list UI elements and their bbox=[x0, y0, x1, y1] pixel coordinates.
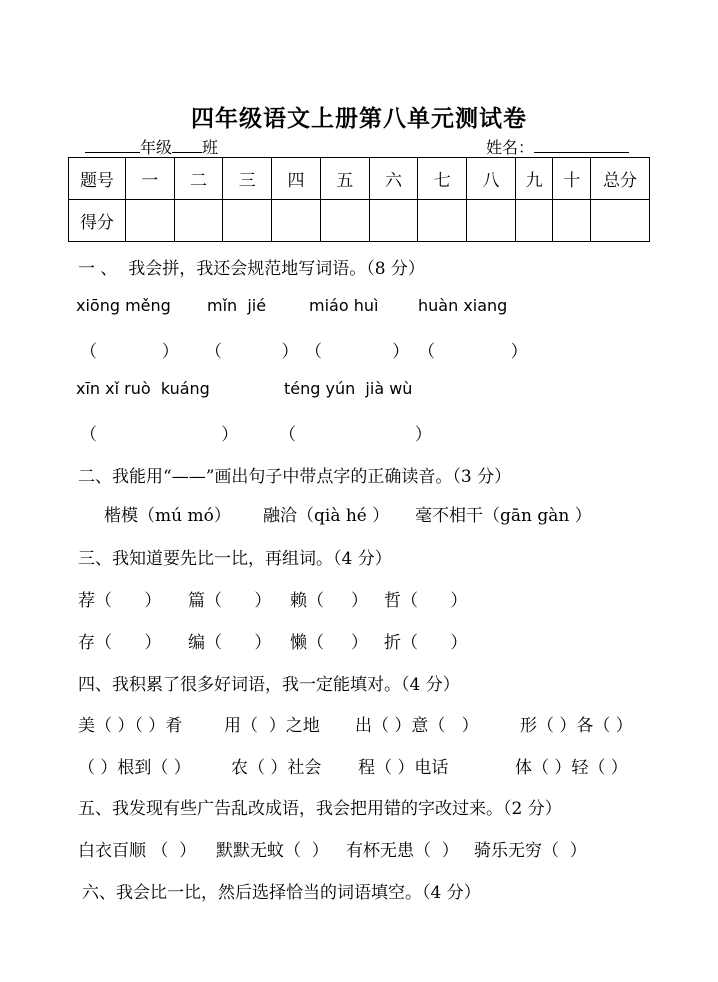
score-table-score-row bbox=[69, 200, 650, 242]
score-input-cell[interactable] bbox=[467, 200, 516, 242]
q4-heading: 四、我积累了很多好词语，我一定能填对。（4 分） bbox=[78, 675, 460, 695]
class-blank[interactable] bbox=[172, 137, 202, 153]
name-blank[interactable] bbox=[534, 137, 629, 153]
grade-blank[interactable] bbox=[85, 137, 140, 153]
score-input-cell[interactable] bbox=[553, 200, 591, 242]
q4-item[interactable]: 出（ ）意（ ） bbox=[355, 716, 479, 736]
q5-heading: 五、我发现有些广告乱改成语，我会把用错的字改过来。（2 分） bbox=[78, 799, 562, 819]
table-cell: 题号 bbox=[69, 158, 126, 200]
q4-item[interactable]: 形（ ）各（ ） bbox=[520, 716, 633, 736]
table-cell: 七 bbox=[418, 158, 467, 200]
q4-item[interactable]: 体（ ）轻（ ） bbox=[515, 758, 628, 778]
score-input-cell[interactable] bbox=[369, 200, 418, 242]
class-label: 班 bbox=[202, 138, 219, 157]
q2-item: 融洽（qià hé ） bbox=[263, 506, 390, 526]
q2-item: 毫不相干（gān gàn ） bbox=[415, 506, 592, 526]
grade-class-line bbox=[85, 135, 218, 158]
table-cell: 一 bbox=[125, 158, 174, 200]
table-cell: 二 bbox=[174, 158, 223, 200]
score-input-cell[interactable] bbox=[591, 200, 650, 242]
name-label: 姓名： bbox=[486, 138, 535, 157]
q5-item[interactable]: 骑乐无穷（ ） bbox=[474, 841, 587, 861]
score-input-cell[interactable] bbox=[125, 200, 174, 242]
answer-blank[interactable]: （ ） bbox=[279, 425, 432, 445]
q6-heading: 六、我会比一比，然后选择恰当的词语填空。（4 分） bbox=[82, 883, 481, 903]
grade-label: 年级 bbox=[140, 138, 173, 157]
q5-item[interactable]: 白衣百顺 （ ） bbox=[78, 841, 197, 861]
q4-item[interactable]: 程（ ）电话 bbox=[358, 758, 449, 778]
q1-heading: 一 、 我会拼，我还会规范地写词语。（8 分） bbox=[78, 259, 425, 279]
pinyin: téng yún jià wù bbox=[284, 379, 413, 398]
score-input-cell[interactable] bbox=[320, 200, 369, 242]
table-cell: 九 bbox=[515, 158, 553, 200]
table-cell: 六 bbox=[369, 158, 418, 200]
score-table bbox=[68, 157, 650, 242]
page-title: 四年级语文上册第八单元测试卷 bbox=[191, 105, 527, 132]
answer-blank[interactable]: （ ） bbox=[305, 342, 410, 362]
q3-item[interactable]: 懒（ ） bbox=[290, 633, 369, 653]
table-cell: 八 bbox=[467, 158, 516, 200]
table-cell: 总分 bbox=[591, 158, 650, 200]
pinyin: huàn xiang bbox=[418, 296, 508, 315]
pinyin: xīn xǐ ruò kuáng bbox=[76, 379, 210, 398]
q2-heading: 二、我能用“——”画出句子中带点字的正确读音。（3 分） bbox=[78, 467, 512, 487]
q3-item[interactable]: 荐（ ） bbox=[78, 591, 162, 611]
table-cell: 十 bbox=[553, 158, 591, 200]
pinyin: mǐn jié bbox=[207, 296, 267, 315]
q3-item[interactable]: 编（ ） bbox=[188, 633, 272, 653]
q3-heading: 三、我知道要先比一比，再组词。（4 分） bbox=[78, 549, 392, 569]
answer-blank[interactable]: （ ） bbox=[80, 342, 179, 362]
q2-item: 楷模（mú mó） bbox=[104, 506, 231, 526]
name-line bbox=[486, 135, 629, 158]
q3-item[interactable]: 存（ ） bbox=[78, 633, 162, 653]
score-input-cell[interactable] bbox=[272, 200, 321, 242]
table-cell: 得分 bbox=[69, 200, 126, 242]
table-cell: 三 bbox=[223, 158, 272, 200]
q3-item[interactable]: 折（ ） bbox=[384, 633, 468, 653]
score-input-cell[interactable] bbox=[174, 200, 223, 242]
pinyin: xiōng měng bbox=[76, 296, 171, 315]
score-table-header-row bbox=[69, 158, 650, 200]
q4-item[interactable]: 美（ ）（ ）肴 bbox=[78, 716, 183, 736]
q3-item[interactable]: 篇（ ） bbox=[188, 591, 272, 611]
table-cell: 四 bbox=[272, 158, 321, 200]
q5-item[interactable]: 有杯无患（ ） bbox=[346, 841, 459, 861]
pinyin: miáo huì bbox=[309, 296, 379, 315]
q4-item[interactable]: （ ）根到（ ） bbox=[78, 758, 191, 778]
q3-item[interactable]: 哲（ ） bbox=[384, 591, 468, 611]
q5-item[interactable]: 默默无蚊（ ） bbox=[216, 841, 329, 861]
q3-item[interactable]: 赖（ ） bbox=[290, 591, 369, 611]
score-input-cell[interactable] bbox=[223, 200, 272, 242]
score-input-cell[interactable] bbox=[418, 200, 467, 242]
answer-blank[interactable]: （ ） bbox=[80, 425, 239, 445]
answer-blank[interactable]: （ ） bbox=[205, 342, 299, 362]
table-cell: 五 bbox=[320, 158, 369, 200]
q4-item[interactable]: 农（ ）社会 bbox=[231, 758, 322, 778]
q4-item[interactable]: 用（ ）之地 bbox=[224, 716, 320, 736]
answer-blank[interactable]: （ ） bbox=[418, 342, 528, 362]
score-input-cell[interactable] bbox=[515, 200, 553, 242]
